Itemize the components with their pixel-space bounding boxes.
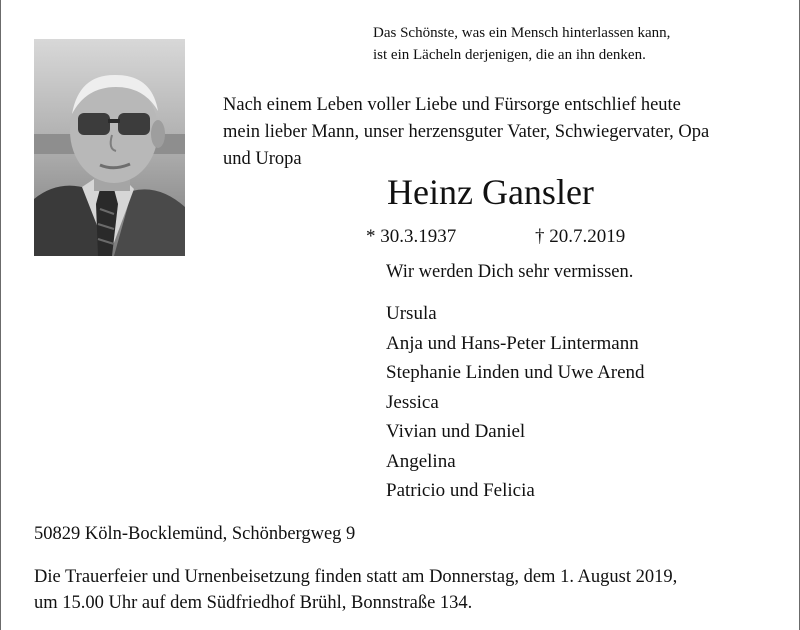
mourner-name: Patricio und Felicia xyxy=(386,480,535,501)
farewell-line: Wir werden Dich sehr vermissen. xyxy=(386,262,634,282)
memorial-quote xyxy=(373,22,670,66)
deceased-name: Heinz Gansler xyxy=(387,172,594,212)
mourner-name: Stephanie Linden und Uwe Arend xyxy=(386,362,645,383)
intro-text xyxy=(223,92,779,173)
death-date: † 20.7.2019 xyxy=(535,226,626,247)
family-address: 50829 Köln-Bocklemünd, Schönbergweg 9 xyxy=(34,524,356,544)
mourner-name: Vivian und Daniel xyxy=(386,421,526,442)
service-line: um 15.00 Uhr auf dem Südfriedhof Brühl, Bonnstraße 134. xyxy=(34,593,473,613)
mourner-name: Angelina xyxy=(386,450,456,472)
intro-line: Nach einem Leben voller Liebe und Fürsorge entschlief heute xyxy=(223,95,681,115)
portrait-photo xyxy=(34,39,185,256)
mourners-list xyxy=(386,299,645,506)
mourner-name: Anja und Hans-Peter Lintermann xyxy=(386,332,639,354)
intro-line: mein lieber Mann, unser herzensguter Vater, Schwiegervater, Opa xyxy=(223,122,710,142)
mourner-name: Ursula xyxy=(386,303,437,324)
intro-line: und Uropa xyxy=(223,149,302,169)
portrait-photo-icon xyxy=(34,39,185,256)
birth-date: * 30.3.1937 xyxy=(366,226,457,247)
mourner-name: Jessica xyxy=(386,391,439,413)
service-info xyxy=(34,564,677,616)
service-line: Die Trauerfeier und Urnenbeisetzung finden statt am Donnerstag, dem 1. August 2019, xyxy=(34,567,678,587)
quote-line: ist ein Lächeln derjenigen, die an ihn denken. xyxy=(373,47,646,63)
quote-line: Das Schönste, was ein Mensch hinterlassen kann, xyxy=(373,25,671,41)
